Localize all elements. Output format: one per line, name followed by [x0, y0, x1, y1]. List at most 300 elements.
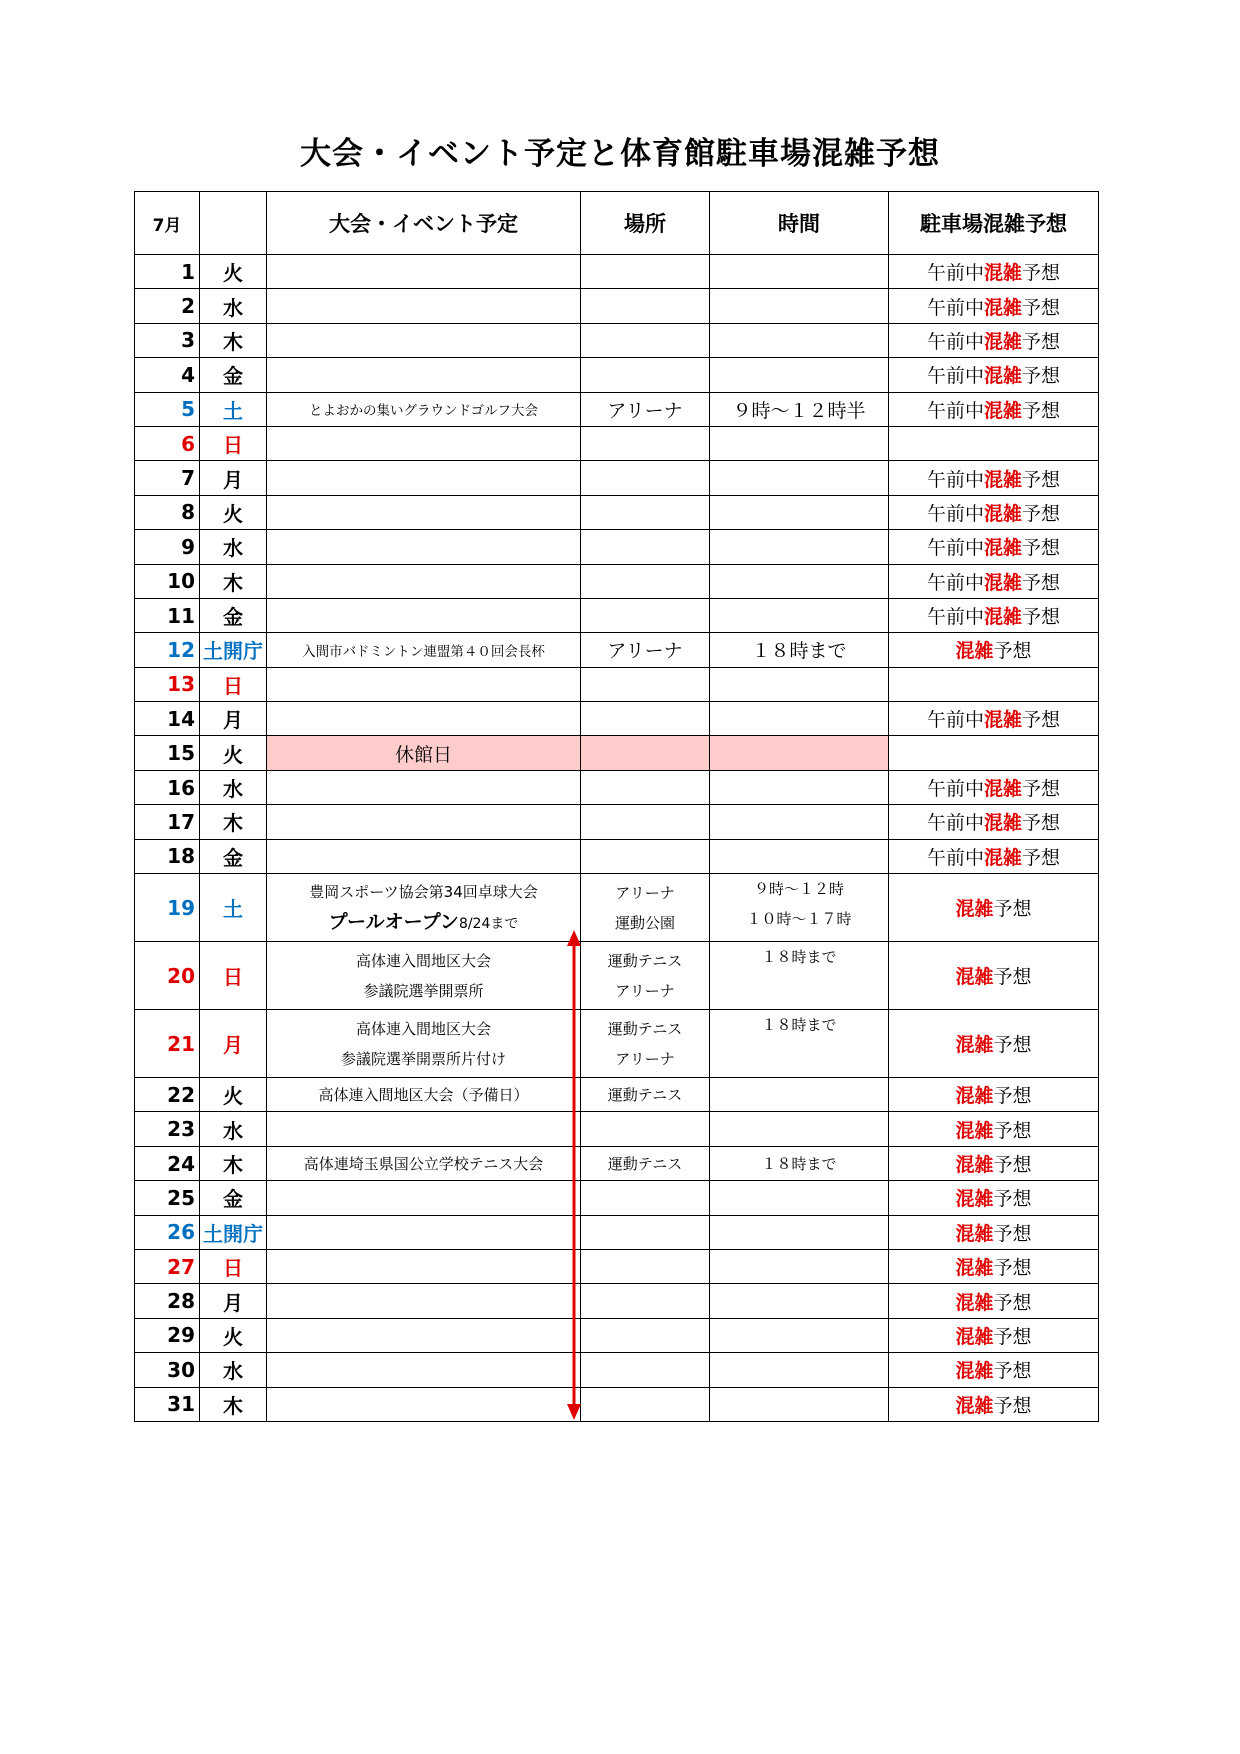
event-cell: 高体連埼玉県国公立学校テニス大会 — [267, 1146, 581, 1180]
table-row — [135, 667, 1099, 701]
congestion-cell — [889, 1215, 1099, 1249]
time-line: １８時まで — [761, 1016, 837, 1035]
time-cell: １８時まで — [710, 633, 889, 667]
event-cell — [267, 1318, 581, 1352]
event-cell — [267, 1112, 581, 1146]
congestion-kon-label: 混雑 — [983, 812, 1022, 835]
congestion-am-label: 午前中 — [926, 296, 984, 319]
table-row — [135, 426, 1099, 460]
weekday-cell: 水 — [200, 1112, 267, 1146]
day-cell: 14 — [135, 702, 200, 736]
congestion-cell — [889, 839, 1099, 873]
place-cell — [581, 839, 710, 873]
time-cell — [710, 667, 889, 701]
place-cell — [581, 1387, 710, 1421]
congestion-cell — [889, 770, 1099, 804]
place-cell — [581, 770, 710, 804]
day-cell: 10 — [135, 564, 200, 598]
congestion-am-label: 午前中 — [926, 778, 984, 801]
congestion-suffix-label: 予想 — [993, 1034, 1032, 1057]
place-cell — [581, 702, 710, 736]
day-cell: 11 — [135, 598, 200, 632]
header-event: 大会・イベント予定 — [267, 192, 581, 255]
place-cell — [581, 1010, 710, 1078]
time-cell — [710, 770, 889, 804]
day-cell: 23 — [135, 1112, 200, 1146]
congestion-cell — [889, 598, 1099, 632]
congestion-suffix-label: 予想 — [1022, 502, 1061, 525]
congestion-cell — [889, 461, 1099, 495]
day-cell: 25 — [135, 1181, 200, 1215]
place-cell: アリーナ — [581, 392, 710, 426]
event-cell — [267, 874, 581, 942]
day-cell: 7 — [135, 461, 200, 495]
congestion-cell — [889, 1387, 1099, 1421]
table-row — [135, 1146, 1099, 1180]
congestion-am-label: 午前中 — [926, 537, 984, 560]
day-cell: 22 — [135, 1078, 200, 1112]
event-line: 豊岡スポーツ協会第34回卓球大会 — [309, 882, 538, 901]
weekday-cell: 日 — [200, 667, 267, 701]
weekday-cell: 水 — [200, 289, 267, 323]
table-row — [135, 874, 1099, 942]
time-cell — [710, 564, 889, 598]
day-cell: 27 — [135, 1249, 200, 1283]
congestion-suffix-label: 予想 — [993, 1360, 1032, 1383]
time-line: １８時まで — [761, 948, 837, 967]
congestion-am-label: 午前中 — [926, 330, 984, 353]
time-cell — [710, 1284, 889, 1318]
weekday-cell: 月 — [200, 461, 267, 495]
congestion-cell — [889, 1353, 1099, 1387]
congestion-suffix-label: 予想 — [1022, 778, 1061, 801]
congestion-suffix-label: 予想 — [993, 1394, 1032, 1417]
place-line: 運動テニス — [607, 951, 683, 970]
congestion-suffix-label: 予想 — [1022, 606, 1061, 629]
congestion-cell — [889, 874, 1099, 942]
place-cell — [581, 1318, 710, 1352]
place-cell — [581, 1112, 710, 1146]
day-cell: 29 — [135, 1318, 200, 1352]
congestion-cell — [889, 426, 1099, 460]
event-cell — [267, 942, 581, 1010]
congestion-cell — [889, 1318, 1099, 1352]
table-row — [135, 1353, 1099, 1387]
place-cell — [581, 598, 710, 632]
time-line: ９時～１２時 — [753, 880, 844, 899]
day-cell: 31 — [135, 1387, 200, 1421]
congestion-kon-label: 混雑 — [955, 1188, 994, 1211]
place-cell: 運動テニス — [581, 1146, 710, 1180]
table-row — [135, 1181, 1099, 1215]
congestion-suffix-label: 予想 — [993, 1222, 1032, 1245]
event-cell — [267, 1387, 581, 1421]
time-cell — [710, 805, 889, 839]
time-cell — [710, 358, 889, 392]
place-cell — [581, 255, 710, 289]
congestion-kon-label: 混雑 — [983, 571, 1022, 594]
weekday-cell: 金 — [200, 598, 267, 632]
table-row — [135, 633, 1099, 667]
event-cell — [267, 289, 581, 323]
table-row — [135, 702, 1099, 736]
congestion-suffix-label: 予想 — [993, 1154, 1032, 1176]
congestion-kon-label: 混雑 — [983, 296, 1022, 319]
event-cell — [267, 461, 581, 495]
time-cell — [710, 598, 889, 632]
time-cell — [710, 289, 889, 323]
header-weekday — [200, 192, 267, 255]
place-line: アリーナ — [615, 981, 675, 1000]
congestion-am-label: 午前中 — [926, 502, 984, 525]
congestion-kon-label: 混雑 — [955, 1154, 994, 1176]
congestion-suffix-label: 予想 — [1022, 846, 1061, 869]
event-cell — [267, 702, 581, 736]
table-row — [135, 942, 1099, 1010]
event-line: 高体連入間地区大会 — [355, 951, 491, 970]
weekday-cell: 火 — [200, 495, 267, 529]
place-cell — [581, 667, 710, 701]
congestion-cell — [889, 323, 1099, 357]
place-cell — [581, 461, 710, 495]
weekday-cell: 水 — [200, 530, 267, 564]
day-cell: 1 — [135, 255, 200, 289]
congestion-suffix-label: 予想 — [1022, 296, 1061, 319]
event-cell: とよおかの集いグラウンドゴルフ大会 — [267, 392, 581, 426]
place-line: 運動公園 — [614, 913, 675, 932]
time-cell — [710, 1387, 889, 1421]
congestion-kon-label: 混雑 — [955, 1034, 994, 1057]
congestion-am-label: 午前中 — [926, 468, 984, 491]
table-row — [135, 736, 1099, 770]
congestion-suffix-label: 予想 — [993, 1325, 1032, 1348]
congestion-kon-label: 混雑 — [983, 330, 1022, 353]
day-cell: 24 — [135, 1146, 200, 1180]
time-cell — [710, 1215, 889, 1249]
weekday-cell: 土 — [200, 392, 267, 426]
place-line: アリーナ — [615, 1049, 675, 1068]
day-cell: 13 — [135, 667, 200, 701]
congestion-kon-label: 混雑 — [983, 846, 1022, 869]
event-cell — [267, 805, 581, 839]
table-row — [135, 495, 1099, 529]
weekday-cell: 金 — [200, 358, 267, 392]
event-line — [267, 907, 580, 939]
weekday-cell: 月 — [200, 1284, 267, 1318]
congestion-am-label: 午前中 — [926, 571, 984, 594]
congestion-kon-label: 混雑 — [955, 1360, 994, 1383]
time-cell — [710, 1181, 889, 1215]
congestion-kon-label: 混雑 — [983, 537, 1022, 560]
event-line: 参議院選挙開票所 — [363, 981, 484, 1000]
congestion-suffix-label: 予想 — [1022, 262, 1061, 285]
congestion-suffix-label: 予想 — [993, 1188, 1032, 1211]
weekday-cell: 木 — [200, 323, 267, 357]
time-cell — [710, 323, 889, 357]
time-cell — [710, 874, 889, 942]
weekday-cell: 土開庁 — [200, 633, 267, 667]
header-place: 場所 — [581, 192, 710, 255]
day-cell: 30 — [135, 1353, 200, 1387]
day-cell: 9 — [135, 530, 200, 564]
table-row — [135, 461, 1099, 495]
weekday-cell: 日 — [200, 426, 267, 460]
time-cell — [710, 1078, 889, 1112]
congestion-cell — [889, 1181, 1099, 1215]
place-cell — [581, 1353, 710, 1387]
congestion-cell — [889, 1249, 1099, 1283]
time-cell: １８時まで — [710, 1146, 889, 1180]
place-cell — [581, 874, 710, 942]
schedule-body — [135, 255, 1099, 1422]
event-line: 高体連入間地区大会 — [355, 1019, 491, 1038]
congestion-suffix-label: 予想 — [993, 640, 1032, 663]
weekday-cell: 木 — [200, 805, 267, 839]
table-row — [135, 323, 1099, 357]
time-cell — [710, 1010, 889, 1078]
congestion-kon-label: 混雑 — [955, 1291, 994, 1314]
congestion-cell — [889, 1078, 1099, 1112]
congestion-am-label: 午前中 — [926, 812, 984, 835]
congestion-suffix-label: 予想 — [993, 1291, 1032, 1314]
weekday-cell: 日 — [200, 942, 267, 1010]
table-row — [135, 1112, 1099, 1146]
event-cell — [267, 1215, 581, 1249]
congestion-am-label: 午前中 — [926, 399, 984, 422]
event-cell — [267, 564, 581, 598]
congestion-kon-label: 混雑 — [955, 640, 994, 663]
table-row — [135, 530, 1099, 564]
congestion-suffix-label: 予想 — [1022, 812, 1061, 835]
congestion-cell — [889, 530, 1099, 564]
event-cell — [267, 323, 581, 357]
place-cell — [581, 1215, 710, 1249]
table-row — [135, 1318, 1099, 1352]
congestion-suffix-label: 予想 — [1022, 537, 1061, 560]
weekday-cell: 火 — [200, 1318, 267, 1352]
place-cell — [581, 1284, 710, 1318]
pool-open-until: 8/24まで — [458, 915, 519, 932]
place-cell — [581, 1181, 710, 1215]
weekday-cell: 金 — [200, 1181, 267, 1215]
time-cell — [710, 839, 889, 873]
table-row — [135, 289, 1099, 323]
table-row — [135, 770, 1099, 804]
congestion-suffix-label: 予想 — [1022, 330, 1061, 353]
congestion-kon-label: 混雑 — [983, 365, 1022, 388]
day-cell: 5 — [135, 392, 200, 426]
time-cell — [710, 426, 889, 460]
event-cell — [267, 255, 581, 289]
place-cell: 運動テニス — [581, 1078, 710, 1112]
event-cell — [267, 495, 581, 529]
congestion-cell — [889, 736, 1099, 770]
day-cell: 20 — [135, 942, 200, 1010]
congestion-kon-label: 混雑 — [955, 1257, 994, 1280]
congestion-suffix-label: 予想 — [993, 1085, 1032, 1108]
congestion-suffix-label: 予想 — [1022, 571, 1061, 594]
table-row — [135, 255, 1099, 289]
place-cell — [581, 289, 710, 323]
page-title: 大会・イベント予定と体育館駐車場混雑予想 — [300, 136, 940, 172]
time-cell — [710, 461, 889, 495]
weekday-cell: 木 — [200, 564, 267, 598]
day-cell: 19 — [135, 874, 200, 942]
place-cell — [581, 323, 710, 357]
place-cell — [581, 564, 710, 598]
event-cell — [267, 667, 581, 701]
day-cell: 16 — [135, 770, 200, 804]
congestion-cell — [889, 942, 1099, 1010]
table-row — [135, 392, 1099, 426]
event-cell — [267, 530, 581, 564]
day-cell: 2 — [135, 289, 200, 323]
congestion-am-label: 午前中 — [926, 365, 984, 388]
event-cell — [267, 426, 581, 460]
weekday-cell: 木 — [200, 1387, 267, 1421]
pool-period-arrow — [564, 930, 584, 1420]
table-row — [135, 1249, 1099, 1283]
header-congestion: 駐車場混雑予想 — [889, 192, 1099, 255]
day-cell: 4 — [135, 358, 200, 392]
congestion-kon-label: 混雑 — [955, 1325, 994, 1348]
time-cell — [710, 1353, 889, 1387]
day-cell: 17 — [135, 805, 200, 839]
day-cell: 3 — [135, 323, 200, 357]
day-cell: 12 — [135, 633, 200, 667]
congestion-kon-label: 混雑 — [955, 1119, 994, 1142]
event-cell — [267, 1249, 581, 1283]
place-line: アリーナ — [615, 883, 675, 902]
place-cell — [581, 1249, 710, 1283]
place-line: 運動テニス — [607, 1019, 683, 1038]
congestion-cell — [889, 805, 1099, 839]
congestion-am-label: 午前中 — [926, 709, 984, 732]
congestion-cell — [889, 1112, 1099, 1146]
time-cell — [710, 530, 889, 564]
event-cell — [267, 358, 581, 392]
weekday-cell: 日 — [200, 1249, 267, 1283]
event-cell — [267, 1010, 581, 1078]
congestion-cell — [889, 1146, 1099, 1180]
time-cell — [710, 942, 889, 1010]
place-cell — [581, 942, 710, 1010]
congestion-cell — [889, 289, 1099, 323]
event-cell: 高体連入間地区大会（予備日） — [267, 1078, 581, 1112]
place-cell — [581, 426, 710, 460]
place-cell — [581, 495, 710, 529]
congestion-kon-label: 混雑 — [983, 606, 1022, 629]
congestion-am-label: 午前中 — [926, 262, 984, 285]
table-row — [135, 598, 1099, 632]
event-cell — [267, 1181, 581, 1215]
congestion-kon-label: 混雑 — [955, 898, 994, 921]
congestion-cell — [889, 358, 1099, 392]
place-cell: アリーナ — [581, 633, 710, 667]
congestion-kon-label: 混雑 — [955, 1222, 994, 1245]
table-row — [135, 805, 1099, 839]
congestion-cell — [889, 633, 1099, 667]
table-row — [135, 564, 1099, 598]
congestion-kon-label: 混雑 — [983, 778, 1022, 801]
congestion-suffix-label: 予想 — [1022, 709, 1061, 732]
congestion-kon-label: 混雑 — [955, 966, 994, 989]
congestion-cell — [889, 667, 1099, 701]
day-cell: 8 — [135, 495, 200, 529]
congestion-cell — [889, 702, 1099, 736]
weekday-cell: 土 — [200, 874, 267, 942]
time-cell — [710, 702, 889, 736]
event-cell — [267, 1284, 581, 1318]
time-cell — [710, 1318, 889, 1352]
time-cell — [710, 1249, 889, 1283]
congestion-suffix-label: 予想 — [993, 1257, 1032, 1280]
day-cell: 6 — [135, 426, 200, 460]
weekday-cell: 火 — [200, 255, 267, 289]
day-cell: 15 — [135, 736, 200, 770]
event-cell: 入間市バドミントン連盟第４０回会長杯 — [267, 633, 581, 667]
congestion-cell — [889, 1010, 1099, 1078]
event-cell — [267, 598, 581, 632]
table-row — [135, 1010, 1099, 1078]
day-cell: 21 — [135, 1010, 200, 1078]
schedule-table — [134, 191, 1099, 1422]
time-cell — [710, 1112, 889, 1146]
place-cell — [581, 736, 710, 770]
congestion-kon-label: 混雑 — [983, 399, 1022, 422]
congestion-am-label: 午前中 — [926, 606, 984, 629]
weekday-cell: 火 — [200, 1078, 267, 1112]
event-cell — [267, 839, 581, 873]
congestion-suffix-label: 予想 — [993, 966, 1032, 989]
header-time: 時間 — [710, 192, 889, 255]
day-cell: 28 — [135, 1284, 200, 1318]
congestion-kon-label: 混雑 — [983, 262, 1022, 285]
congestion-suffix-label: 予想 — [993, 898, 1032, 921]
congestion-cell — [889, 392, 1099, 426]
congestion-kon-label: 混雑 — [955, 1394, 994, 1417]
time-cell — [710, 255, 889, 289]
time-line: １０時～１７時 — [746, 910, 852, 929]
day-cell: 18 — [135, 839, 200, 873]
pool-open-label: プールオープン — [328, 910, 459, 933]
event-cell — [267, 770, 581, 804]
header-month: 7月 — [135, 192, 200, 255]
place-cell — [581, 530, 710, 564]
time-cell — [710, 495, 889, 529]
weekday-cell: 月 — [200, 1010, 267, 1078]
weekday-cell: 水 — [200, 1353, 267, 1387]
weekday-cell: 土開庁 — [200, 1215, 267, 1249]
table-row — [135, 839, 1099, 873]
congestion-am-label: 午前中 — [926, 846, 984, 869]
event-cell: 休館日 — [267, 736, 581, 770]
day-cell: 26 — [135, 1215, 200, 1249]
header-row — [135, 192, 1099, 255]
congestion-cell — [889, 564, 1099, 598]
weekday-cell: 月 — [200, 702, 267, 736]
event-cell — [267, 1353, 581, 1387]
time-cell: ９時～１２時半 — [710, 392, 889, 426]
congestion-suffix-label: 予想 — [1022, 468, 1061, 491]
weekday-cell: 水 — [200, 770, 267, 804]
congestion-suffix-label: 予想 — [993, 1119, 1032, 1142]
congestion-kon-label: 混雑 — [983, 709, 1022, 732]
congestion-cell — [889, 1284, 1099, 1318]
weekday-cell: 火 — [200, 736, 267, 770]
congestion-kon-label: 混雑 — [955, 1085, 994, 1108]
congestion-kon-label: 混雑 — [983, 502, 1022, 525]
